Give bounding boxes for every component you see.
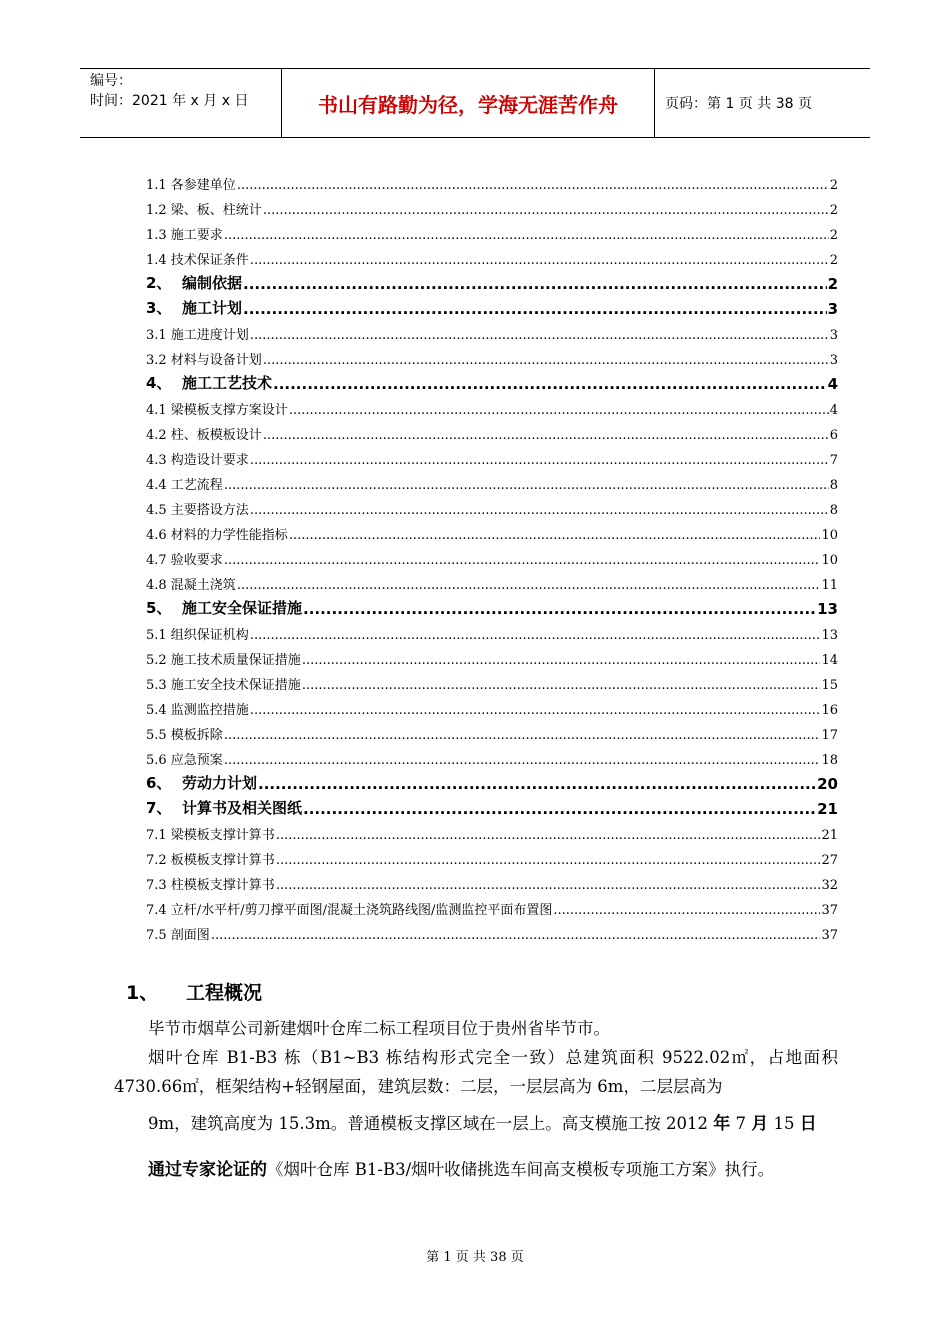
- header-page-info: 页码：第 1 页 共 38 页: [665, 96, 812, 112]
- toc-entry[interactable]: [146, 718, 838, 743]
- toc-entry-label: [146, 899, 552, 918]
- toc-entry[interactable]: [146, 243, 838, 268]
- toc-entry-text: 5.2 施工技术质量保证措施: [146, 653, 301, 668]
- toc-entry-text: 5.4 监测监控措施: [146, 703, 249, 718]
- toc-leader-dots: [250, 453, 829, 468]
- toc-entry[interactable]: [146, 843, 838, 868]
- emphasis-year: 年: [713, 1114, 731, 1134]
- toc-entry-page: 21: [821, 828, 838, 843]
- toc-leader-dots: [224, 478, 829, 493]
- toc-entry-page: 37: [821, 928, 838, 943]
- toc-entry[interactable]: [146, 493, 838, 518]
- toc-leader-dots: [289, 403, 829, 418]
- toc-leader-dots: [211, 928, 821, 943]
- header-meta: [80, 69, 282, 137]
- toc-entry-text: 1.2 梁、板、柱统计: [146, 203, 262, 218]
- toc-leader-dots: [250, 628, 821, 643]
- toc-entry-label: [146, 674, 301, 693]
- toc-entry-page: 7: [829, 453, 838, 468]
- toc-entry[interactable]: [146, 443, 838, 468]
- toc-entry-label: [146, 772, 257, 793]
- toc-entry[interactable]: [146, 918, 838, 943]
- toc-entry-page: 4: [827, 375, 838, 393]
- toc-entry-label: [146, 849, 275, 868]
- toc-entry[interactable]: [146, 568, 838, 593]
- time-label: 时间：2021 年 x 月 x 日: [90, 93, 249, 109]
- toc-entry-page: 2: [827, 275, 838, 293]
- toc-entry[interactable]: [146, 618, 838, 643]
- toc-entry-label: [146, 597, 302, 618]
- toc-entry-text: 计算书及相关图纸: [182, 799, 303, 817]
- section-heading: [126, 978, 262, 1005]
- toc-entry-label: [146, 249, 249, 268]
- toc-entry-page: 3: [827, 300, 838, 318]
- toc-entry-page: 10: [821, 553, 838, 568]
- toc-entry[interactable]: [146, 468, 838, 493]
- toc-leader-dots: [303, 800, 816, 818]
- toc-entry-text: 5.3 施工安全技术保证措施: [146, 678, 301, 693]
- toc-entry-page: 2: [829, 203, 838, 218]
- toc-entry-label: [146, 824, 275, 843]
- toc-entry[interactable]: [146, 368, 838, 393]
- toc-entry[interactable]: [146, 168, 838, 193]
- toc-entry-text: 1.4 技术保证条件: [146, 253, 249, 268]
- toc-entry-number: 2、: [146, 274, 172, 292]
- toc-entry-text: 4.6 材料的力学性能指标: [146, 528, 288, 543]
- toc-entry-label: [146, 499, 249, 518]
- toc-entry-text: 4.4 工艺流程: [146, 478, 223, 493]
- toc-entry-page: 21: [817, 800, 838, 818]
- toc-entry-text: 施工计划: [182, 299, 243, 317]
- toc-entry-page: 20: [817, 775, 838, 793]
- toc-entry-text: 编制依据: [182, 274, 243, 292]
- paragraph-2-text-b: 《烟叶仓库 B1-B3/烟叶收储挑选车间高支模板专项施工方案》执行。: [267, 1160, 775, 1179]
- paragraph-2-last-line: [114, 1155, 838, 1185]
- toc-entry[interactable]: [146, 268, 838, 293]
- page-footer: 第 1 页 共 38 页: [426, 1250, 524, 1265]
- emphasis-review: 通过专家论证的: [148, 1160, 267, 1180]
- toc-entry-text: 1.3 施工要求: [146, 228, 223, 243]
- toc-entry-text: 1.1 各参建单位: [146, 178, 236, 193]
- toc-entry-label: [146, 272, 242, 293]
- toc-entry-page: 37: [821, 903, 838, 918]
- toc-entry-text: 7.3 柱模板支撑计算书: [146, 878, 275, 893]
- toc-entry-text: 4.8 混凝土浇筑: [146, 578, 236, 593]
- toc-leader-dots: [243, 300, 827, 318]
- toc-entry-label: [146, 874, 275, 893]
- toc-entry-page: 14: [821, 653, 838, 668]
- toc-leader-dots: [276, 878, 821, 893]
- toc-entry[interactable]: [146, 893, 838, 918]
- toc-entry[interactable]: [146, 668, 838, 693]
- toc-entry-text: 4.2 柱、板模板设计: [146, 428, 262, 443]
- toc-entry[interactable]: [146, 318, 838, 343]
- toc-entry-page: 8: [829, 503, 838, 518]
- toc-entry-text: 7.4 立杆/水平杆/剪刀撑平面图/混凝土浇筑路线图/监测监控平面布置图: [146, 903, 553, 918]
- toc-entry[interactable]: [146, 193, 838, 218]
- toc-entry-label: [146, 297, 242, 318]
- table-of-contents: [146, 168, 838, 943]
- toc-entry[interactable]: [146, 693, 838, 718]
- toc-leader-dots: [273, 375, 827, 393]
- emphasis-month: 月: [751, 1114, 769, 1134]
- toc-entry-page: 3: [829, 328, 838, 343]
- toc-entry-page: 13: [821, 628, 838, 643]
- toc-leader-dots: [302, 653, 821, 668]
- toc-entry-text: 3.1 施工进度计划: [146, 328, 249, 343]
- toc-entry-page: 15: [821, 678, 838, 693]
- toc-entry-text: 5.6 应急预案: [146, 753, 223, 768]
- toc-entry-text: 劳动力计划: [182, 774, 258, 792]
- toc-entry-page: 3: [829, 353, 838, 368]
- toc-entry-number: 3、: [146, 299, 172, 317]
- toc-leader-dots: [276, 828, 821, 843]
- toc-entry-label: [146, 349, 262, 368]
- section-body: [114, 1014, 838, 1185]
- toc-leader-dots: [250, 253, 829, 268]
- paragraph-2: [114, 1043, 838, 1185]
- toc-entry-label: [146, 649, 301, 668]
- toc-entry-page: 11: [821, 578, 838, 593]
- toc-entry[interactable]: [146, 743, 838, 768]
- toc-entry-text: 7.2 板模板支撑计算书: [146, 853, 275, 868]
- toc-entry-label: [146, 797, 302, 818]
- toc-entry-label: [146, 749, 223, 768]
- section-title: 工程概况: [186, 982, 263, 1004]
- toc-leader-dots: [303, 600, 816, 618]
- toc-leader-dots: [237, 178, 829, 193]
- toc-entry[interactable]: [146, 218, 838, 243]
- toc-leader-dots: [243, 275, 827, 293]
- section-number: 1、: [126, 982, 159, 1004]
- toc-entry-text: 4.3 构造设计要求: [146, 453, 249, 468]
- toc-entry-page: 32: [821, 878, 838, 893]
- toc-entry-number: 7、: [146, 799, 172, 817]
- toc-entry[interactable]: [146, 343, 838, 368]
- toc-entry[interactable]: [146, 543, 838, 568]
- toc-leader-dots: [553, 903, 820, 918]
- toc-entry-text: 5.1 组织保证机构: [146, 628, 249, 643]
- toc-entry-label: [146, 174, 236, 193]
- toc-entry-page: 17: [821, 728, 838, 743]
- toc-entry-page: 13: [817, 600, 838, 618]
- toc-leader-dots: [224, 553, 821, 568]
- toc-entry-text: 4.1 梁模板支撑方案设计: [146, 403, 288, 418]
- toc-entry-number: 5、: [146, 599, 172, 617]
- paragraph-1: 毕节市烟草公司新建烟叶仓库二标工程项目位于贵州省毕节市。: [148, 1019, 610, 1038]
- toc-leader-dots: [250, 328, 829, 343]
- toc-entry-text: 7.1 梁模板支撑计算书: [146, 828, 275, 843]
- toc-entry-text: 5.5 模板拆除: [146, 728, 223, 743]
- toc-entry-page: 4: [829, 403, 838, 418]
- toc-entry-text: 4.5 主要搭设方法: [146, 503, 249, 518]
- toc-entry-label: [146, 474, 223, 493]
- toc-entry-number: 4、: [146, 374, 172, 392]
- toc-entry-page: 16: [821, 703, 838, 718]
- toc-entry-label: [146, 624, 249, 643]
- month-number: 7: [730, 1114, 752, 1133]
- toc-entry-text: 3.2 材料与设备计划: [146, 353, 262, 368]
- paragraph-2-text: 烟叶仓库 B1-B3 栋（B1~B3 栋结构形式完全一致）总建筑面积 9522.02㎡，占地面积 4730.66㎡，框架结构+轻钢屋面，建筑层数：二层，一层层高为 6m，二层层高为: [114, 1048, 838, 1096]
- toc-entry[interactable]: [146, 593, 838, 618]
- toc-entry-label: [146, 699, 249, 718]
- toc-entry-page: 27: [821, 853, 838, 868]
- toc-entry-label: [146, 224, 223, 243]
- toc-entry[interactable]: [146, 518, 838, 543]
- toc-entry[interactable]: [146, 293, 838, 318]
- toc-leader-dots: [263, 428, 829, 443]
- toc-entry-label: [146, 924, 210, 943]
- toc-leader-dots: [224, 753, 821, 768]
- paragraph-2-text-a: 9m，建筑高度为 15.3m。普通模板支撑区域在一层上。高支模施工按 2012: [148, 1114, 714, 1133]
- toc-entry[interactable]: [146, 793, 838, 818]
- paragraph-2-line: [114, 1109, 838, 1139]
- header-motto: 书山有路勤为径，学海无涯苦作舟: [282, 69, 655, 137]
- emphasis-day: 日: [799, 1114, 817, 1134]
- toc-leader-dots: [263, 203, 829, 218]
- code-label: 编号：: [90, 73, 132, 89]
- toc-leader-dots: [224, 228, 829, 243]
- toc-entry-text: 4.7 验收要求: [146, 553, 223, 568]
- toc-entry-label: [146, 574, 236, 593]
- page-header: [80, 68, 870, 138]
- toc-entry-page: 18: [821, 753, 838, 768]
- toc-entry[interactable]: [146, 418, 838, 443]
- toc-entry-page: 2: [829, 253, 838, 268]
- toc-leader-dots: [224, 728, 821, 743]
- toc-entry[interactable]: [146, 868, 838, 893]
- toc-leader-dots: [289, 528, 821, 543]
- toc-entry[interactable]: [146, 643, 838, 668]
- toc-entry[interactable]: [146, 768, 838, 793]
- toc-entry-page: 10: [821, 528, 838, 543]
- toc-entry-text: 施工安全保证措施: [182, 599, 303, 617]
- toc-entry-label: [146, 199, 262, 218]
- toc-entry-number: 6、: [146, 774, 172, 792]
- toc-entry-label: [146, 524, 288, 543]
- toc-entry[interactable]: [146, 818, 838, 843]
- toc-entry-page: 2: [829, 228, 838, 243]
- toc-leader-dots: [237, 578, 821, 593]
- toc-leader-dots: [250, 503, 829, 518]
- toc-entry-page: 8: [829, 478, 838, 493]
- toc-entry-label: [146, 372, 272, 393]
- toc-leader-dots: [263, 353, 829, 368]
- toc-entry-text: 7.5 剖面图: [146, 928, 210, 943]
- toc-entry-label: [146, 724, 223, 743]
- toc-leader-dots: [276, 853, 821, 868]
- toc-leader-dots: [250, 703, 821, 718]
- toc-entry-label: [146, 424, 262, 443]
- toc-entry-page: 2: [829, 178, 838, 193]
- toc-entry-label: [146, 399, 288, 418]
- toc-leader-dots: [258, 775, 816, 793]
- toc-entry[interactable]: [146, 393, 838, 418]
- toc-entry-label: [146, 449, 249, 468]
- day-number: 15: [768, 1114, 800, 1133]
- toc-entry-page: 6: [829, 428, 838, 443]
- toc-entry-text: 施工工艺技术: [182, 374, 273, 392]
- toc-leader-dots: [302, 678, 821, 693]
- toc-entry-label: [146, 549, 223, 568]
- toc-entry-label: [146, 324, 249, 343]
